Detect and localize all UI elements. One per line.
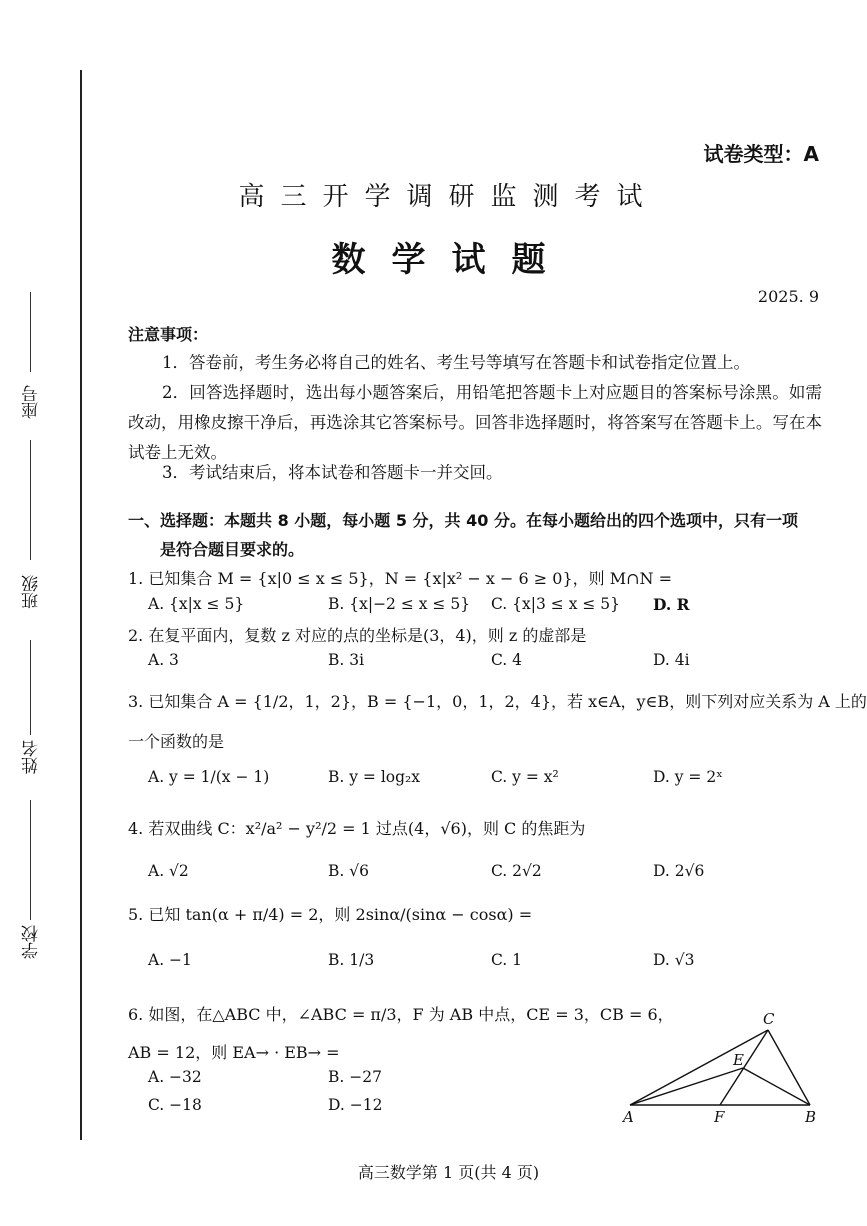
vertex-label-a: A (623, 1108, 634, 1126)
vertex-label-b: B (805, 1108, 817, 1126)
school-fill-line (30, 800, 31, 920)
option: C. 1 (491, 951, 523, 969)
class-label: 班级 (22, 575, 42, 609)
triangle-figure (615, 1008, 830, 1128)
option: C. 2√2 (491, 862, 542, 880)
option: D. 4i (653, 651, 690, 669)
option: D. 2√6 (653, 862, 705, 880)
option: D. √3 (653, 951, 695, 969)
option: B. {x|−2 ≤ x ≤ 5} (328, 595, 471, 613)
section-heading (128, 506, 822, 564)
option: B. 1/3 (328, 951, 375, 969)
class-fill-line (30, 440, 31, 560)
option: A. √2 (148, 862, 189, 880)
option: A. −1 (148, 951, 192, 969)
option: B. y = log₂x (328, 768, 421, 786)
question-stem: 2. 在复平面内，复数 z 对应的点的坐标是(3，4)，则 z 的虚部是 (128, 626, 587, 645)
option: B. −27 (328, 1068, 382, 1086)
option: D. −12 (328, 1096, 383, 1114)
option: A. y = 1/(x − 1) (148, 768, 270, 786)
option: D. R (653, 595, 690, 614)
segment-ac (630, 1030, 768, 1105)
page-footer: 高三数学第 1 页(共 4 页) (357, 1163, 540, 1182)
point-label-f: F (714, 1108, 725, 1126)
binding-line (80, 70, 82, 1140)
note-item: 3．考试结束后，将本试卷和答题卡一并交回。 (162, 463, 503, 482)
section-heading-line1: 一、选择题：本题共 8 小题，每小题 5 分，共 40 分。在每小题给出的四个选项中，只有一项 (128, 511, 798, 530)
option: C. 4 (491, 651, 523, 669)
question-stem-cont: 一个函数的是 (128, 732, 225, 751)
section-heading-line2: 是符合题目要求的。 (160, 540, 305, 559)
exam-name: 高三开学调研监测考试 (238, 182, 659, 212)
option: A. −32 (148, 1068, 202, 1086)
seat-label: 座号 (22, 385, 42, 419)
option: A. 3 (148, 651, 179, 669)
option: C. {x|3 ≤ x ≤ 5} (491, 595, 620, 613)
note-item: 2．回答选择题时，选出每小题答案后，用铅笔把答题卡上对应题目的答案标号涂黑。如需改动，用橡皮擦干净后，再选涂其它答案标号。回答非选择题时，将答案写在答题卡上。写在本试卷上无效。 (128, 383, 822, 462)
notes-title: 注意事项： (128, 325, 209, 344)
note-item: 1．答卷前，考生务必将自己的姓名、考生号等填写在答题卡和试卷指定位置上。 (162, 353, 750, 372)
exam-date: 2025. 9 (757, 287, 819, 306)
school-label: 学校 (22, 925, 42, 959)
question-stem: 4. 若双曲线 C：x²/a² − y²/2 = 1 过点(4，√6)，则 C 的焦距为 (128, 819, 586, 838)
point-label-e: E (733, 1051, 744, 1069)
option: B. √6 (328, 862, 369, 880)
name-fill-line (30, 640, 31, 735)
option: B. 3i (328, 651, 365, 669)
option: C. y = x² (491, 768, 559, 786)
seat-fill-line (30, 292, 31, 372)
question-stem: 3. 已知集合 A = {1/2，1，2}，B = {−1，0，1，2，4}，若 x∈A，y∈B，则下列对应关系为 A 上的 (128, 692, 867, 711)
segment-fc (720, 1030, 768, 1105)
name-label: 姓名 (22, 740, 42, 774)
question-stem-cont: AB = 12，则 EA→ · EB→ = (128, 1043, 340, 1062)
option: C. −18 (148, 1096, 202, 1114)
option: A. {x|x ≤ 5} (148, 595, 245, 613)
question-stem: 1. 已知集合 M = {x|0 ≤ x ≤ 5}，N = {x|x² − x − 6 ≥ 0}，则 M∩N = (128, 569, 672, 588)
question-stem: 6. 如图，在△ABC 中，∠ABC = π/3，F 为 AB 中点，CE = 3，CB = 6， (128, 1005, 674, 1024)
subject-title: 数学试题 (331, 240, 572, 280)
paper-type: 试卷类型：A (703, 142, 819, 166)
vertex-label-c: C (763, 1010, 775, 1028)
option: D. y = 2ˣ (653, 768, 723, 786)
question-stem: 5. 已知 tan(α + π/4) = 2，则 2sinα/(sinα − cosα) = (128, 905, 533, 924)
